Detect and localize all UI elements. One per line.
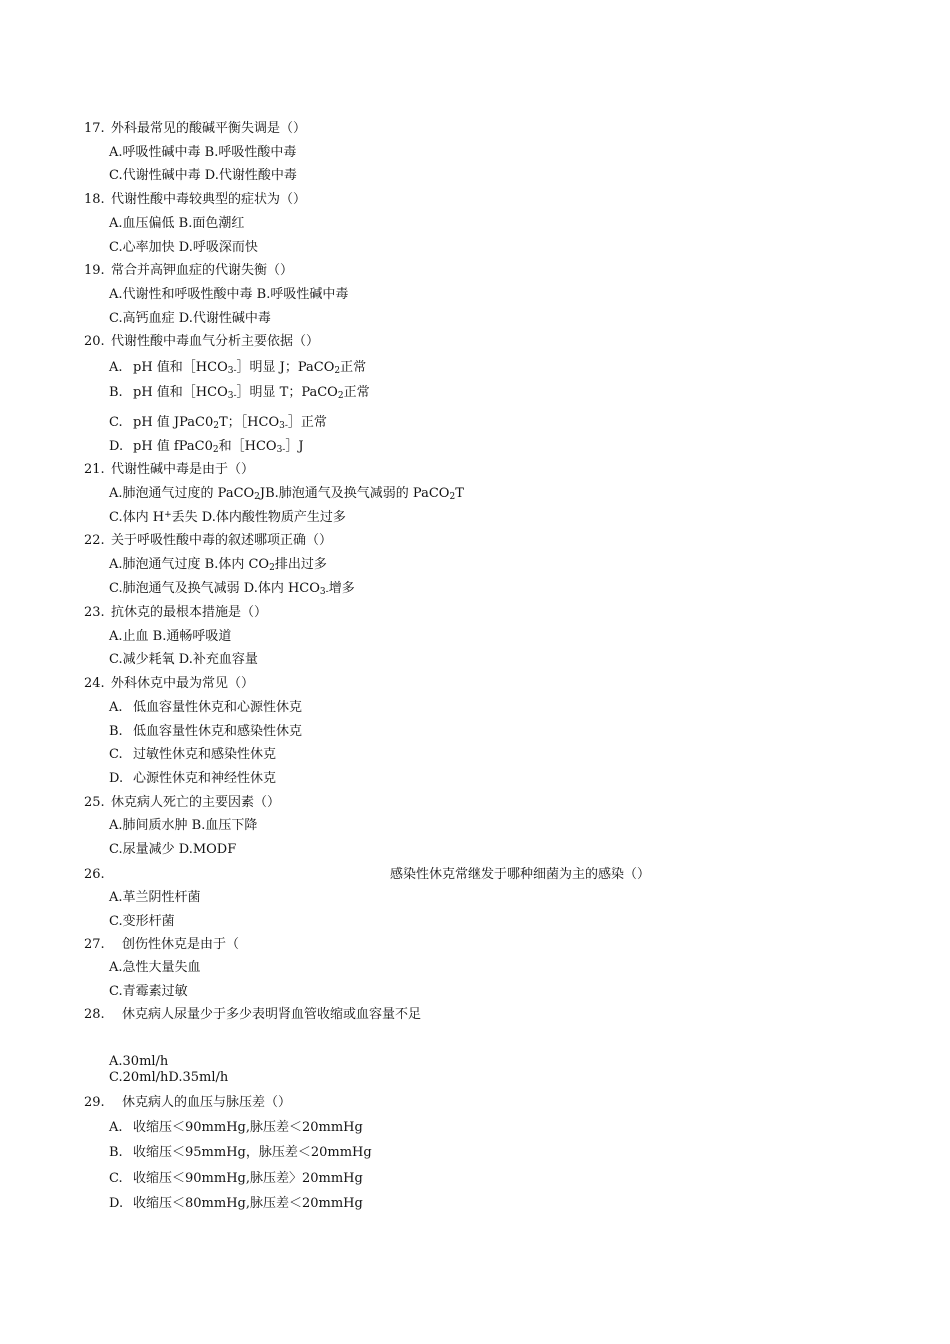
question-stem: 感染性休克常继发于哪种细菌为主的感染（） [390, 867, 651, 882]
option-line: A.革兰阴性杆菌 [109, 890, 201, 905]
option-text: 收缩压＜90mmHg,脉压差＜20mmHg [133, 1120, 363, 1135]
question-number: 25. [84, 795, 105, 810]
option-text: 正常 [340, 360, 367, 375]
option-text: 和［HCO [218, 439, 277, 454]
option-line: A.肺间质水肿 B.血压下降 [109, 818, 258, 833]
option-letter: A. [109, 360, 123, 375]
option-line: C.尿量减少 D.MODF [109, 842, 237, 857]
superscript: + [164, 510, 172, 520]
subscript: 2 [334, 366, 341, 376]
subscript: 3- [227, 391, 237, 401]
subscript: 2 [449, 492, 456, 502]
option-line [109, 771, 276, 787]
option-line [109, 385, 370, 401]
option-letter: C. [109, 747, 123, 762]
subscript: 2 [212, 445, 219, 455]
option-letter: A. [109, 1120, 123, 1135]
option-text: T；［HCO [219, 415, 280, 430]
option-letter: B. [109, 1145, 123, 1160]
question-stem: 休克病人死亡的主要因素（） [111, 795, 281, 810]
question-stem: 外科最常见的酸碱平衡失调是（） [111, 121, 307, 136]
option-text: pH 值和［HCO [133, 385, 228, 400]
option-text: 收缩压＜80mmHg,脉压差＜20mmHg [133, 1196, 363, 1211]
option-line [109, 747, 276, 763]
option-text: pH 值 fPaC0 [133, 439, 213, 454]
option-text: 丢失 D.体内酸性物质产生过多 [171, 510, 346, 525]
option-text: T [455, 486, 464, 501]
option-line [109, 439, 304, 455]
subscript: 2 [213, 421, 220, 431]
subscript: 3- [227, 366, 237, 376]
option-line: C.减少耗氧 D.补充血容量 [109, 652, 258, 667]
option-line [109, 486, 464, 502]
option-letter: C. [109, 1171, 123, 1186]
subscript: 2 [269, 563, 275, 573]
question-stem: 常合并高钾血症的代谢失衡（） [111, 263, 294, 278]
question-number: 18. [84, 192, 105, 207]
option-text: C.肺泡通气及换气减弱 D.体内 HCO [109, 581, 320, 596]
question-stem: 关于呼吸性酸中毒的叙述哪项正确（） [111, 533, 333, 548]
subscript: 2 [254, 492, 260, 502]
option-line [109, 1171, 363, 1187]
option-text: 排出过多 [274, 557, 327, 572]
option-text: JB.肺泡通气及换气减弱的 PaCO [259, 486, 450, 501]
option-text: ］J [285, 439, 304, 454]
option-line: A.急性大量失血 [109, 960, 201, 975]
option-line: A.血压偏低 B.面色潮红 [109, 216, 245, 231]
option-text: A.肺泡通气过度的 PaCO [109, 486, 255, 501]
question-stem: 休克病人尿量少于多少表明肾血管收缩或血容量不足 [122, 1007, 422, 1022]
option-line: A.止血 B.通畅呼吸道 [109, 629, 232, 644]
question-number: 29. [84, 1095, 105, 1110]
option-letter: A. [109, 700, 123, 715]
option-line: C.心率加快 D.呼吸深而快 [109, 240, 258, 255]
question-number: 20. [84, 334, 105, 349]
question-stem: 休克病人的血压与脉压差（） [122, 1095, 292, 1110]
option-text: 低血容量性休克和心源性休克 [133, 700, 303, 715]
option-text: A.肺泡通气过度 B.体内 CO [109, 557, 270, 572]
option-line [109, 510, 346, 526]
option-text: 增多 [328, 581, 355, 596]
option-letter: B. [109, 385, 123, 400]
option-line: C.20ml/hD.35ml/h [109, 1070, 229, 1085]
option-line: A.呼吸性碱中毒 B.呼吸性酸中毒 [109, 145, 297, 160]
option-text: ］正常 [287, 415, 327, 430]
question-stem: 创伤性休克是由于（ [122, 937, 240, 952]
question-number: 26. [84, 867, 105, 882]
question-stem: 外科休克中最为常见（） [111, 676, 255, 691]
question-number: 27. [84, 937, 105, 952]
option-line: C.高钙血症 D.代谢性碱中毒 [109, 311, 271, 326]
subscript: 3- [279, 421, 288, 431]
option-line [109, 700, 302, 716]
option-text: ］明显 T；PaCO [236, 385, 338, 400]
question-stem: 代谢性碱中毒是由于（） [111, 462, 255, 477]
option-letter: C. [109, 415, 123, 430]
option-text: 过敏性休克和感染性休克 [133, 747, 277, 762]
question-stem: 抗休克的最根本措施是（） [111, 605, 268, 620]
option-line [109, 1120, 363, 1136]
option-text: pH 值和［HCO [133, 360, 228, 375]
option-line: C.变形杆菌 [109, 914, 175, 929]
option-text: ］明显 J；PaCO [236, 360, 335, 375]
option-text: 收缩压＜95mmHg，脉压差＜20mmHg [133, 1145, 372, 1160]
subscript: 3- [319, 587, 329, 597]
option-letter: D. [109, 771, 124, 786]
question-number: 28. [84, 1007, 105, 1022]
option-line [109, 724, 302, 740]
subscript: 2 [337, 391, 344, 401]
question-number: 24. [84, 676, 105, 691]
option-line: A.30ml/h [109, 1054, 169, 1069]
question-number: 21. [84, 462, 105, 477]
option-line [109, 557, 327, 573]
option-line: C.青霉素过敏 [109, 984, 188, 999]
option-letter: D. [109, 1196, 124, 1211]
option-text: C.体内 H [109, 510, 165, 525]
question-number: 19. [84, 263, 105, 278]
option-text: pH 值 JPaC0 [133, 415, 214, 430]
question-number: 17. [84, 121, 105, 136]
option-letter: B. [109, 724, 123, 739]
option-line [109, 1196, 363, 1212]
question-number: 22. [84, 533, 105, 548]
option-line: C.代谢性碱中毒 D.代谢性酸中毒 [109, 168, 297, 183]
question-stem: 代谢性酸中毒较典型的症状为（） [111, 192, 307, 207]
option-text: 收缩压＜90mmHg,脉压差〉20mmHg [133, 1171, 363, 1186]
option-line: A.代谢性和呼吸性酸中毒 B.呼吸性碱中毒 [109, 287, 349, 302]
subscript: 3- [276, 445, 286, 455]
option-text: 心源性休克和神经性休克 [133, 771, 277, 786]
option-line [109, 360, 366, 376]
option-text: 低血容量性休克和感染性休克 [133, 724, 303, 739]
option-line [109, 415, 327, 431]
option-line [109, 1145, 372, 1161]
option-text: 正常 [343, 385, 370, 400]
option-line [109, 581, 355, 597]
question-number: 23. [84, 605, 105, 620]
question-stem: 代谢性酸中毒血气分析主要依据（） [111, 334, 320, 349]
option-letter: D. [109, 439, 124, 454]
